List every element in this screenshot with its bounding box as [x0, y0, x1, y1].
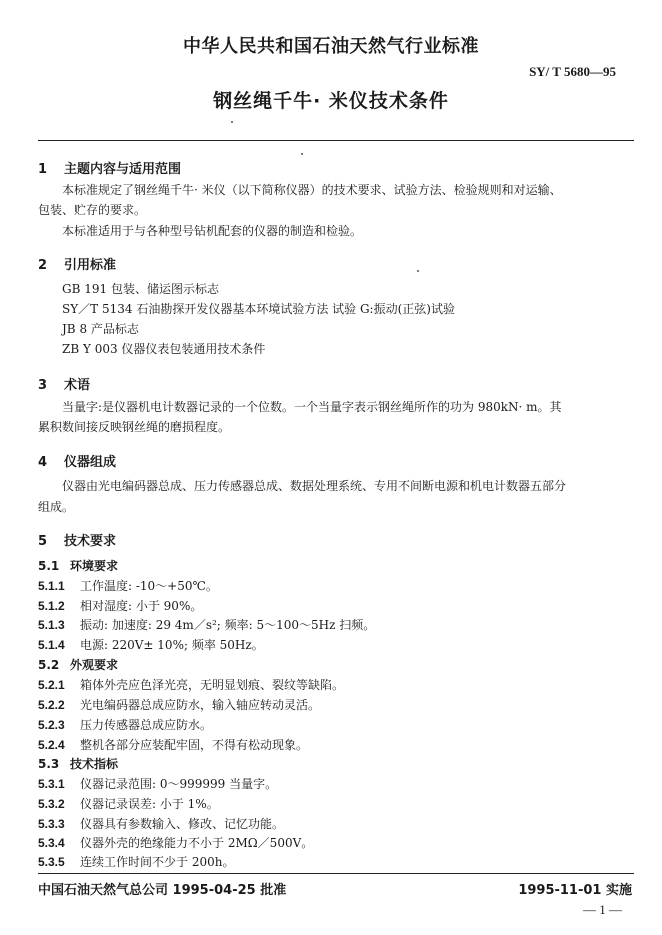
scan-speck: [417, 270, 419, 272]
scan-speck: [301, 153, 303, 155]
section-number: 5: [38, 534, 48, 549]
clause-item: [38, 795, 219, 812]
clause-text: 仪器记录误差: 小于 1%。: [80, 797, 219, 811]
section-title: 引用标准: [64, 258, 117, 273]
section-number: 1: [38, 162, 48, 177]
section-number: 3: [38, 378, 48, 393]
clause-item: [38, 597, 202, 614]
clause-item: [38, 577, 218, 594]
section-number: 4: [38, 455, 48, 470]
standard-code: SY/ T 5680—95: [529, 64, 616, 79]
clause-item: [38, 834, 313, 851]
section-title: 主题内容与适用范围: [64, 162, 182, 177]
section-heading-5: [38, 530, 116, 549]
section-heading-3: [38, 374, 90, 393]
subsection-number: 5.2: [38, 658, 60, 672]
section-title: 术语: [64, 378, 91, 393]
clause-number: 5.3.4: [38, 836, 65, 850]
subsection-title: 环境要求: [70, 559, 119, 573]
reference-standard: GB 191 包装、储运图示标志: [62, 282, 219, 296]
clause-text: 工作温度: -10～+50℃。: [80, 579, 218, 593]
paragraph-line: 仪器由光电编码器总成、压力传感器总成、数据处理系统、专用不间断电源和机电计数器五部分: [62, 479, 567, 493]
reference-standard: ZB Y 003 仪器仪表包装通用技术条件: [62, 342, 266, 356]
clause-number: 5.1.2: [38, 599, 65, 613]
paragraph-line: 当量字:是仪器机电计数器记录的一个位数。一个当量字表示钢丝绳所作的功为 980kN· m。其: [62, 400, 562, 414]
clause-number: 5.1.3: [38, 618, 65, 632]
clause-text: 电源: 220V± 10%; 频率 50Hz。: [80, 638, 264, 652]
clause-text: 振动: 加速度: 29 4m／s²; 频率: 5～100～5Hz 扫频。: [80, 618, 376, 632]
clause-text: 仪器具有参数输入、修改、记忆功能。: [80, 817, 285, 831]
clause-text: 仪器记录范围: 0～999999 当量字。: [80, 777, 278, 791]
clause-number: 5.2.2: [38, 698, 65, 712]
clause-number: 5.3.3: [38, 817, 65, 831]
paragraph-line: 本标准适用于与各种型号钻机配套的仪器的制造和检验。: [62, 224, 363, 238]
clause-item: [38, 616, 375, 633]
clause-number: 5.3.5: [38, 855, 65, 869]
clause-item: [38, 815, 284, 832]
section-title: 技术要求: [64, 534, 117, 549]
approval-statement: 中国石油天然气总公司 1995-04-25 批准: [38, 883, 287, 898]
subsection-title: 外观要求: [70, 658, 119, 672]
section-heading-2: [38, 254, 116, 273]
header-rule: [38, 140, 634, 141]
footer-rule: [38, 873, 634, 874]
paragraph-line: 本标准规定了钢丝绳千牛· 米仪（以下简称仪器）的技术要求、试验方法、检验规则和对运输、: [62, 183, 562, 197]
implementation-date: 1995-11-01 实施: [518, 883, 632, 898]
subsection-heading: [38, 557, 118, 574]
clause-item: [38, 736, 308, 753]
reference-standard: JB 8 产品标志: [62, 322, 139, 336]
standard-category-heading: 中华人民共和国石油天然气行业标准: [183, 36, 479, 57]
section-heading-1: [38, 158, 181, 177]
paragraph-line: 组成。: [38, 500, 75, 514]
clause-text: 光电编码器总成应防水，输入轴应转动灵活。: [80, 698, 321, 712]
paragraph-line: 累积数间接反映钢丝绳的磨损程度。: [38, 420, 231, 434]
clause-text: 仪器外壳的绝缘能力不小于 2MΩ／500V。: [80, 836, 314, 850]
subsection-heading: [38, 656, 118, 673]
clause-text: 相对湿度: 小于 90%。: [80, 599, 203, 613]
subsection-heading: [38, 755, 118, 772]
clause-number: 5.2.4: [38, 738, 65, 752]
clause-number: 5.2.1: [38, 678, 65, 692]
clause-number: 5.2.3: [38, 718, 65, 732]
paragraph-line: 包装、贮存的要求。: [38, 203, 147, 217]
clause-item: [38, 716, 212, 733]
clause-number: 5.1.4: [38, 638, 65, 652]
clause-number: 5.3.1: [38, 777, 65, 791]
document-title: 钢丝绳千牛· 米仪技术条件: [213, 90, 449, 112]
subsection-number: 5.3: [38, 757, 60, 771]
subsection-number: 5.1: [38, 559, 60, 573]
clause-text: 连续工作时间不少于 200h。: [80, 855, 235, 869]
clause-number: 5.1.1: [38, 579, 65, 593]
section-number: 2: [38, 258, 48, 273]
subsection-title: 技术指标: [70, 757, 119, 771]
reference-standard: SY／T 5134 石油勘探开发仪器基本环境试验方法 试验 G:振动(正弦)试验: [62, 302, 455, 316]
clause-number: 5.3.2: [38, 797, 65, 811]
section-title: 仪器组成: [64, 455, 117, 470]
clause-item: [38, 853, 234, 870]
section-heading-4: [38, 451, 116, 470]
clause-item: [38, 636, 264, 653]
clause-text: 压力传感器总成应防水。: [80, 718, 213, 732]
clause-item: [38, 676, 344, 693]
scan-speck: [231, 121, 233, 123]
clause-text: 整机各部分应装配牢固，不得有松动现象。: [80, 738, 309, 752]
clause-item: [38, 775, 277, 792]
page-number: — 1 —: [583, 902, 622, 917]
clause-item: [38, 696, 320, 713]
clause-text: 箱体外壳应色泽光亮，无明显划痕、裂纹等缺陷。: [80, 678, 345, 692]
